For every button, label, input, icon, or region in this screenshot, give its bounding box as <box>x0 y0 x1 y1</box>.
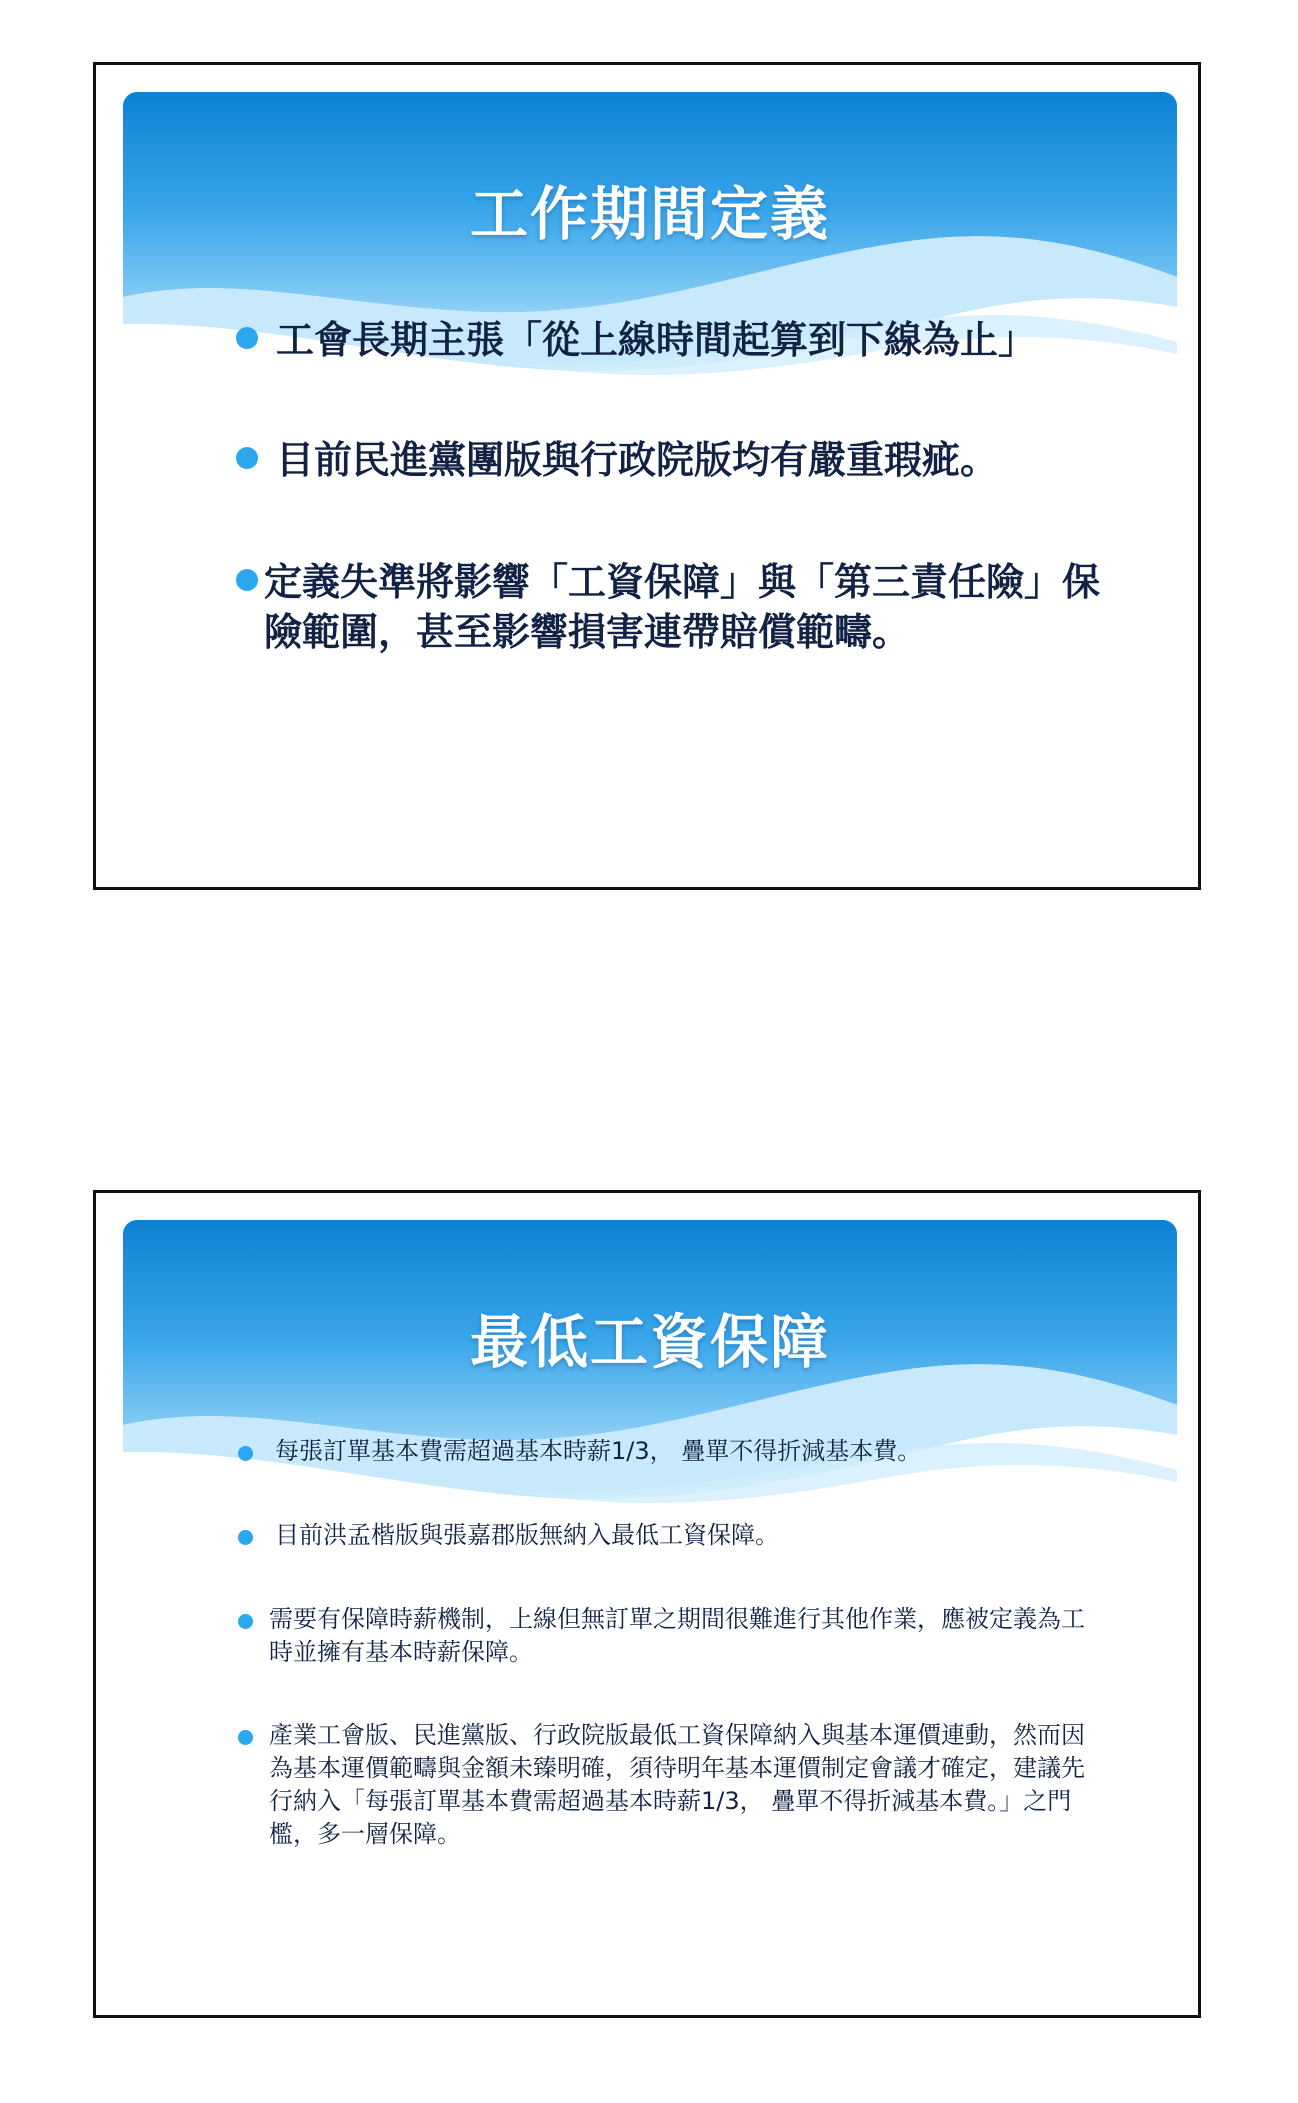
slide-1 <box>93 62 1201 890</box>
bullet-item <box>236 557 1116 657</box>
bullet-text: 每張訂單基本費需超過基本時薪1/3， 疊單不得折減基本費。 <box>275 1437 922 1465</box>
slide-2 <box>93 1190 1201 2018</box>
bullet-item <box>238 1519 1098 1552</box>
bullet-text: 產業工會版、民進黨版、行政院版最低工資保障納入與基本運價連動，然而因為基本運價範疇與金額未臻明確，須待明年基本運價制定會議才確定，建議先行納入「每張訂單基本費需超過基本時薪1/3， 疊單不得折減基本費。」之門檻，多一層保障。 <box>269 1721 1085 1848</box>
bullet-text: 需要有保障時薪機制，上線但無訂單之期間很難進行其他作業，應被定義為工時並擁有基本時薪保障。 <box>269 1605 1085 1666</box>
bullet-text: 工會長期主張「從上線時間起算到下線為止」 <box>276 318 1037 362</box>
bullet-item <box>236 315 1116 365</box>
bullet-dot-icon <box>236 447 258 469</box>
bullet-dot-icon <box>238 1446 253 1461</box>
slide-title: 工作期間定義 <box>469 180 830 248</box>
bullet-list <box>96 65 1198 887</box>
bullet-dot-icon <box>238 1730 253 1745</box>
bullet-item <box>238 1435 1098 1468</box>
bullet-item <box>238 1603 1098 1669</box>
bullet-text: 目前民進黨團版與行政院版均有嚴重瑕疵。 <box>276 438 999 482</box>
bullet-dot-icon <box>238 1614 253 1629</box>
bullet-item <box>238 1719 1098 1851</box>
bullet-dot-icon <box>236 569 258 591</box>
bullet-text: 目前洪孟楷版與張嘉郡版無納入最低工資保障。 <box>275 1521 779 1549</box>
bullet-dot-icon <box>236 327 258 349</box>
slide-title: 最低工資保障 <box>469 1308 830 1376</box>
bullet-item <box>236 435 1116 485</box>
bullet-dot-icon <box>238 1530 253 1545</box>
bullet-list <box>96 1193 1198 2015</box>
bullet-text: 定義失準將影響「工資保障」與「第三責任險」保險範圍，甚至影響損害連帶賠償範疇。 <box>264 560 1101 654</box>
